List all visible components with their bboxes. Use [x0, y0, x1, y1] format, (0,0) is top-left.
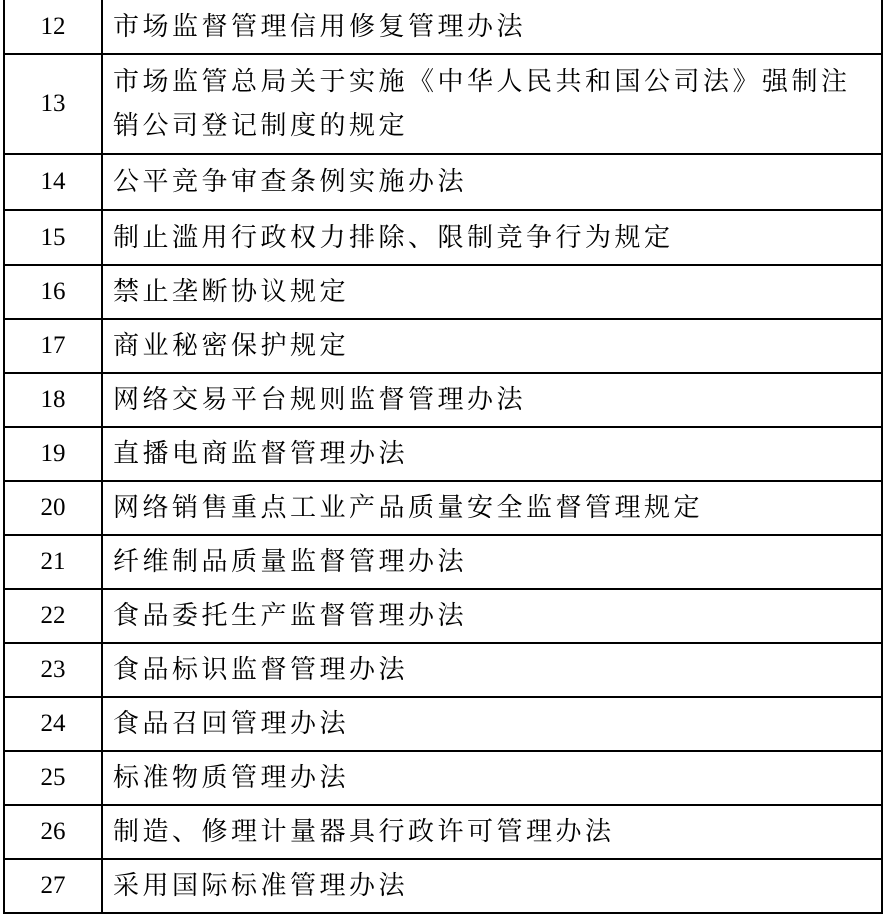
regulation-title: 公平竞争审查条例实施办法: [102, 154, 882, 210]
regulation-title: 网络销售重点工业产品质量安全监督管理规定: [102, 481, 882, 535]
table-row: [4, 697, 882, 751]
row-number: 24: [4, 697, 102, 751]
table-row: [4, 535, 882, 589]
table-row: [4, 427, 882, 481]
regulation-title: 标准物质管理办法: [102, 751, 882, 805]
regulation-title: 商业秘密保护规定: [102, 319, 882, 373]
regulation-title: 禁止垄断协议规定: [102, 265, 882, 319]
table-row: [4, 319, 882, 373]
row-number: 26: [4, 805, 102, 859]
row-number: 25: [4, 751, 102, 805]
row-number: 27: [4, 859, 102, 913]
table-row: [4, 373, 882, 427]
regulation-title: 制止滥用行政权力排除、限制竞争行为规定: [102, 210, 882, 265]
regulation-title: 食品召回管理办法: [102, 697, 882, 751]
row-number: 12: [4, 0, 102, 54]
row-number: 13: [4, 54, 102, 154]
row-number: 14: [4, 154, 102, 210]
table-row: [4, 589, 882, 643]
row-number: 23: [4, 643, 102, 697]
table-row: [4, 805, 882, 859]
table-row: [4, 154, 882, 210]
regulation-title: 市场监督管理信用修复管理办法: [102, 0, 882, 54]
table-row: [4, 265, 882, 319]
table-row: [4, 643, 882, 697]
row-number: 21: [4, 535, 102, 589]
row-number: 22: [4, 589, 102, 643]
regulation-title: 制造、修理计量器具行政许可管理办法: [102, 805, 882, 859]
row-number: 17: [4, 319, 102, 373]
row-number: 16: [4, 265, 102, 319]
table-row: [4, 54, 882, 154]
regulation-title: 市场监管总局关于实施《中华人民共和国公司法》强制注销公司登记制度的规定: [102, 54, 882, 154]
regulation-title: 直播电商监督管理办法: [102, 427, 882, 481]
table-row: [4, 481, 882, 535]
regulations-table: [3, 0, 883, 914]
table-row: [4, 210, 882, 265]
regulation-title: 食品标识监督管理办法: [102, 643, 882, 697]
row-number: 18: [4, 373, 102, 427]
regulation-title: 纤维制品质量监督管理办法: [102, 535, 882, 589]
table-row: [4, 751, 882, 805]
regulation-title: 采用国际标准管理办法: [102, 859, 882, 913]
row-number: 19: [4, 427, 102, 481]
regulation-title: 食品委托生产监督管理办法: [102, 589, 882, 643]
table-row: [4, 859, 882, 913]
row-number: 15: [4, 210, 102, 265]
regulation-title: 网络交易平台规则监督管理办法: [102, 373, 882, 427]
table-row: [4, 0, 882, 54]
row-number: 20: [4, 481, 102, 535]
